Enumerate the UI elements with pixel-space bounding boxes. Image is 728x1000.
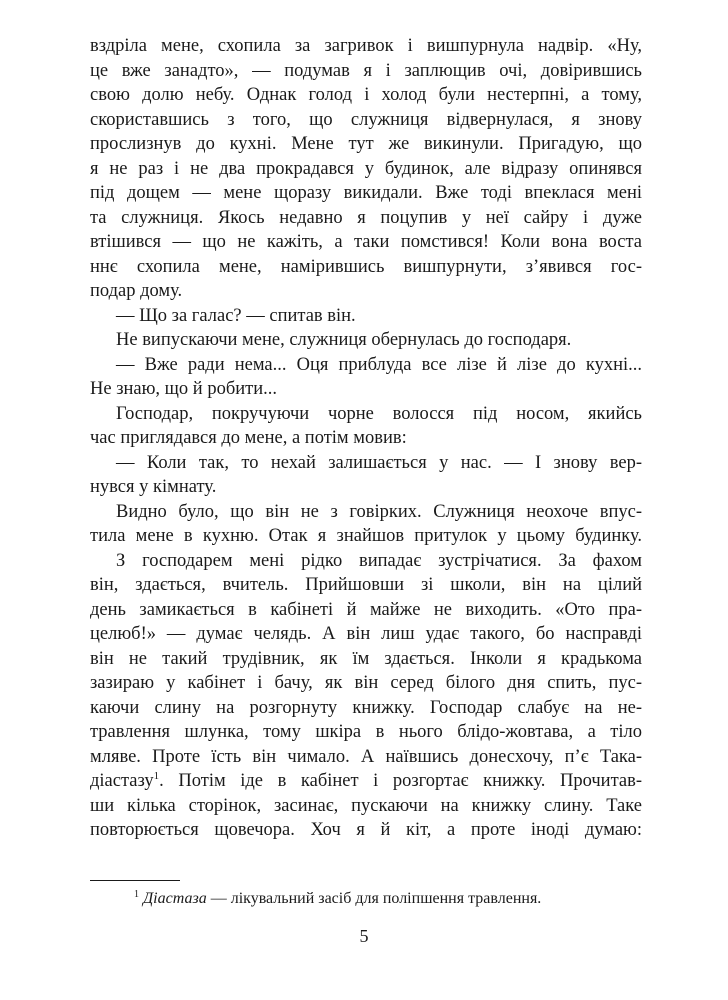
- text-line: — Вже ради нема... Оця приблуда все лізе й лізе до кухні...: [116, 354, 642, 375]
- footnote-term: Діастаза: [143, 890, 207, 907]
- text-line: — Що за галас? — спитав він.: [116, 305, 356, 326]
- text-fragment: діастазу: [90, 771, 154, 791]
- text-line: прослизнув до кухні. Мене тут же викинули. Пригадую, що: [90, 134, 642, 154]
- text-line: це вже занадто», — подумав я і заплющив очі, довірившись: [90, 60, 642, 81]
- text-line: Не знаю, що й робити...: [90, 379, 278, 399]
- footnote-divider: [90, 880, 180, 881]
- text-line: під дощем — мене щоразу викидали. Вже тоді впеклася мені: [90, 183, 642, 203]
- footnote-text: — лікувальний засіб для поліпшення травлення.: [206, 890, 542, 907]
- page-number: 5: [359, 926, 369, 946]
- page-body: [90, 34, 642, 843]
- text-line: — Коли так, то нехай залишається у нас. — І знову вер-: [116, 452, 642, 473]
- text-fragment: . Потім іде в кабінет і розгортає книжку. Прочитав-: [159, 771, 642, 791]
- text-line: травлення шлунка, тому шкіра в нього блідо-жовтава, а тіло: [90, 722, 642, 742]
- text-line: день замикається в кабінеті й майже не виходить. «Ото пра-: [90, 599, 642, 620]
- text-line: ши кілька сторінок, засинає, пускаючи на книжку слину. Таке: [90, 795, 642, 816]
- text-line: повторюється щовечора. Хоч я й кіт, а проте іноді думаю:: [90, 820, 642, 840]
- text-line: та служниця. Якось недавно я поцупив у неї сайру і дуже: [90, 207, 642, 228]
- text-line: ннє схопила мене, намірившись вишпурнути, з’явився гос-: [90, 256, 642, 277]
- text-line: скориставшись з того, що служниця відвернулася, я знову: [90, 109, 642, 130]
- text-line: тила мене в кухню. Отак я знайшов притулок у цьому будинку.: [90, 526, 642, 546]
- footnote-reference: 1: [153, 769, 160, 782]
- text-line-split: [90, 230, 642, 255]
- text-line: Не випускаючи мене, служниця обернулась до господаря.: [116, 330, 572, 350]
- text-line: целюб!» — думає челядь. А він лиш удає такого, бо насправді: [90, 624, 642, 644]
- text-line: подар дому.: [90, 281, 183, 301]
- text-line: вздріла мене, схопила за загривок і вишпурнула надвір. «Ну,: [90, 36, 642, 56]
- text-line-with-footnote: [90, 769, 642, 794]
- text-line-part: втішився — що не кажіть, а таки помстився! Коли вона воста: [90, 232, 642, 252]
- text-line: нувся у кімнату.: [90, 477, 217, 497]
- text-line: він не такий трудівник, як їм здається. Інколи я крадькома: [90, 648, 642, 669]
- footnote-number: 1: [134, 888, 139, 900]
- text-line: він, здається, вчитель. Прийшовши зі школи, він на цілий: [90, 575, 642, 595]
- text-line: Господар, покручуючи чорне волосся під носом, якийсь: [116, 403, 642, 424]
- text-line: час приглядався до мене, а потім мовив:: [90, 428, 407, 448]
- text-line: свою долю небу. Однак голод і холод були нестерпні, а тому,: [90, 85, 642, 105]
- text-line: З господарем мені рідко випадає зустрічатися. За фахом: [116, 550, 642, 571]
- footnote: [90, 888, 642, 910]
- text-line: мляве. Проте їсть він чимало. А наївшись донесхочу, п’є Така-: [90, 746, 642, 767]
- text-line: зазираю у кабінет і бачу, як він серед білого дня спить, пус-: [90, 673, 642, 693]
- text-line: каючи слину на розгорнуту книжку. Господар слабує на не-: [90, 697, 642, 718]
- text-line: я не раз і не два прокрадався у будинок, але відразу опинявся: [90, 158, 642, 179]
- text-line: Видно було, що він не з говірких. Служниця неохоче впус-: [116, 501, 642, 522]
